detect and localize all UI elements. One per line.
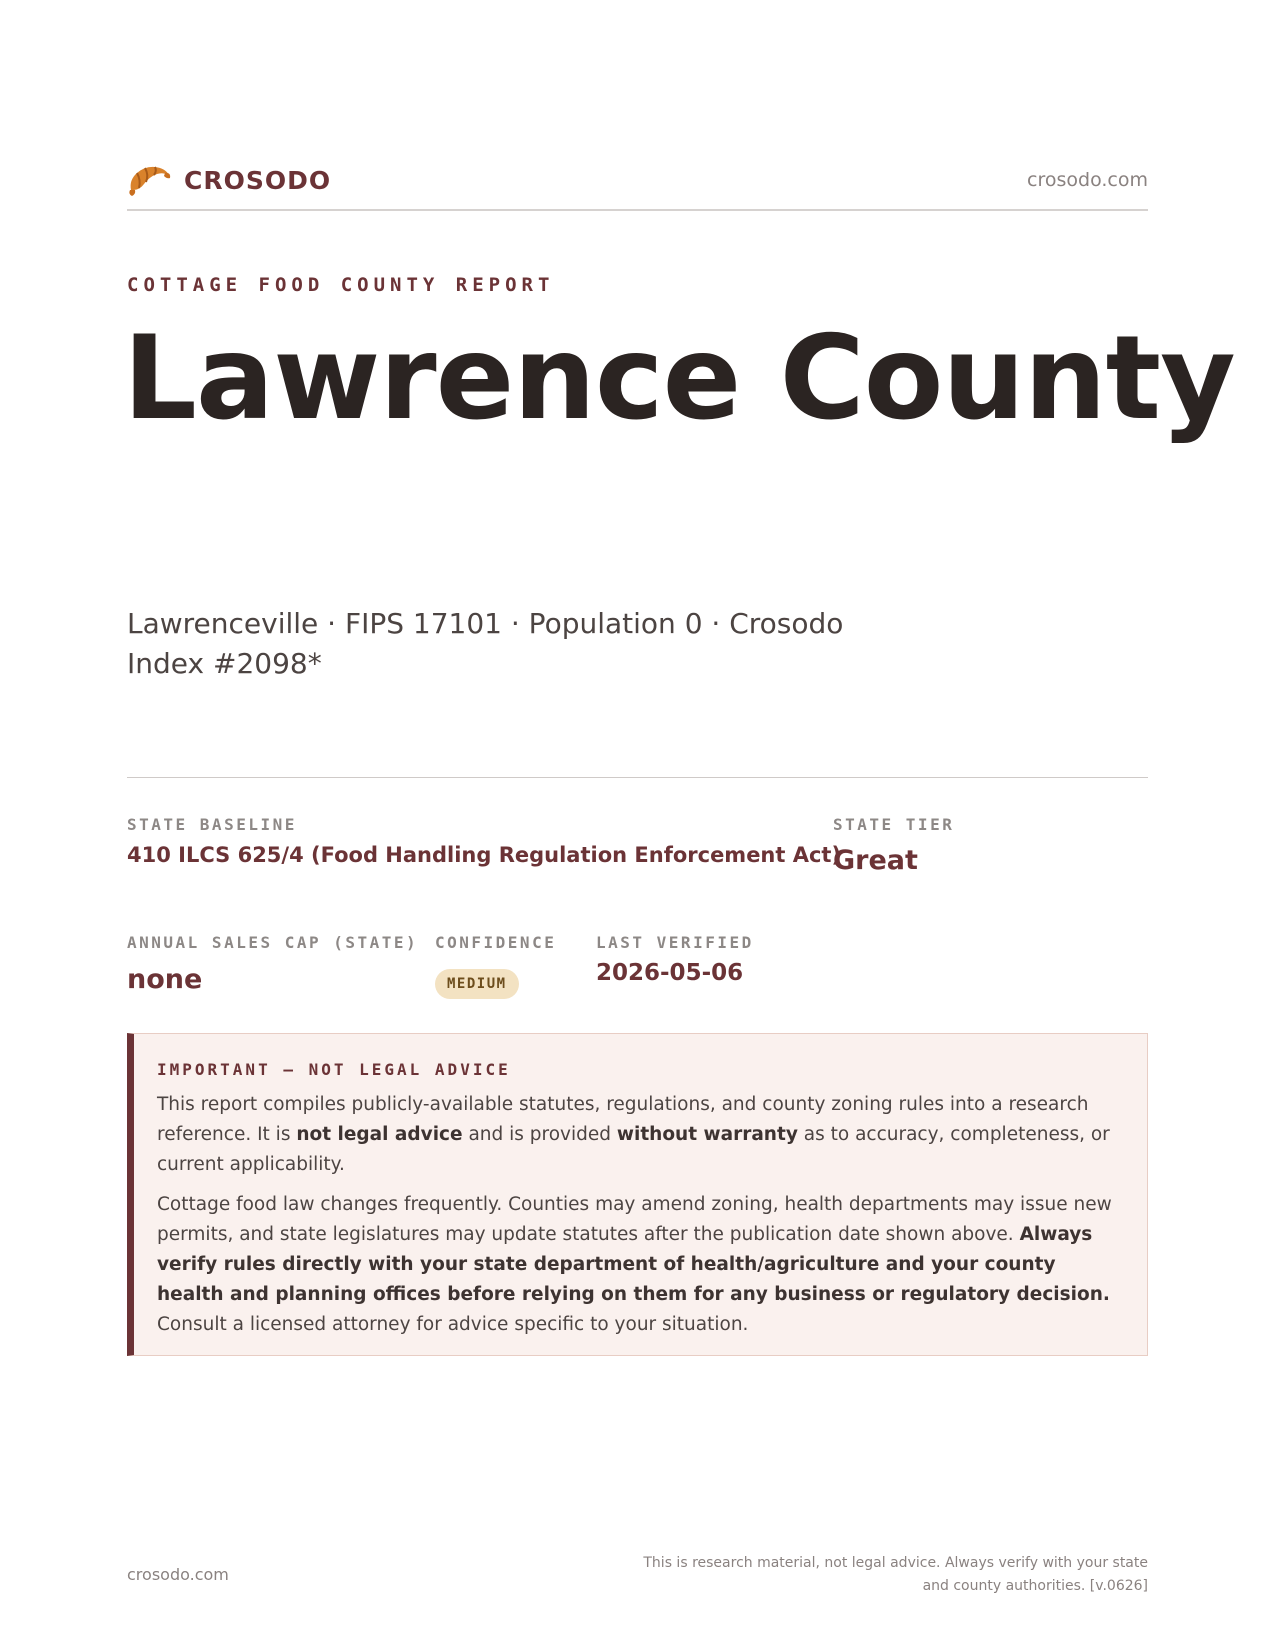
report-eyebrow: COTTAGE FOOD COUNTY REPORT	[127, 274, 555, 296]
county-subtitle: Lawrenceville · FIPS 17101 · Population 0 · Crosodo Index #2098*	[127, 607, 844, 680]
footer-site-url[interactable]: crosodo.com	[127, 1565, 229, 1584]
state-baseline-label: STATE BASELINE	[127, 815, 297, 834]
page-title: Lawrence County	[123, 311, 1235, 446]
notice-paragraph-1: This report compiles publicly-available statutes, regulations, and county zoning rules into a research reference. It is not legal advice and is provided without warranty as to accuracy, completeness, or current applicability.	[157, 1094, 1110, 1175]
confidence-badge: MEDIUM	[435, 969, 519, 999]
site-url-link[interactable]: crosodo.com	[1027, 169, 1148, 191]
last-verified-label: LAST VERIFIED	[596, 933, 754, 952]
state-tier-value: Great	[833, 845, 918, 876]
confidence-label: CONFIDENCE	[435, 933, 557, 952]
notice-title: IMPORTANT — NOT LEGAL ADVICE	[157, 1060, 511, 1079]
state-baseline-value: 410 ILCS 625/4 (Food Handling Regulation Enforcement Act)	[127, 843, 842, 867]
report-page	[123, 0, 1235, 1650]
footer-disclaimer: This is research material, not legal advice. Always verify with your state and county authorities. [v.0626]	[643, 1555, 1148, 1594]
annual-cap-value: none	[127, 964, 203, 995]
header	[127, 158, 1148, 204]
legal-notice	[127, 1033, 1148, 1356]
notice-paragraph-2: Cottage food law changes frequently. Counties may amend zoning, health departments may issue new permits, and state legislatures may update statutes after the publication date shown above. Always verify rules directly with your state department of health/agriculture and your county health and planning offices before relying on them for any business or regulatory decision. Consult a licensed attorney for advice specific to your situation.	[157, 1194, 1112, 1335]
state-tier-label: STATE TIER	[833, 815, 955, 834]
brand-name: CROSODO	[184, 166, 332, 195]
section-divider	[127, 777, 1148, 778]
annual-cap-label: ANNUAL SALES CAP (STATE)	[127, 933, 419, 952]
croissant-icon	[127, 160, 171, 200]
last-verified-value: 2026-05-06	[596, 960, 744, 986]
header-divider	[127, 209, 1148, 211]
